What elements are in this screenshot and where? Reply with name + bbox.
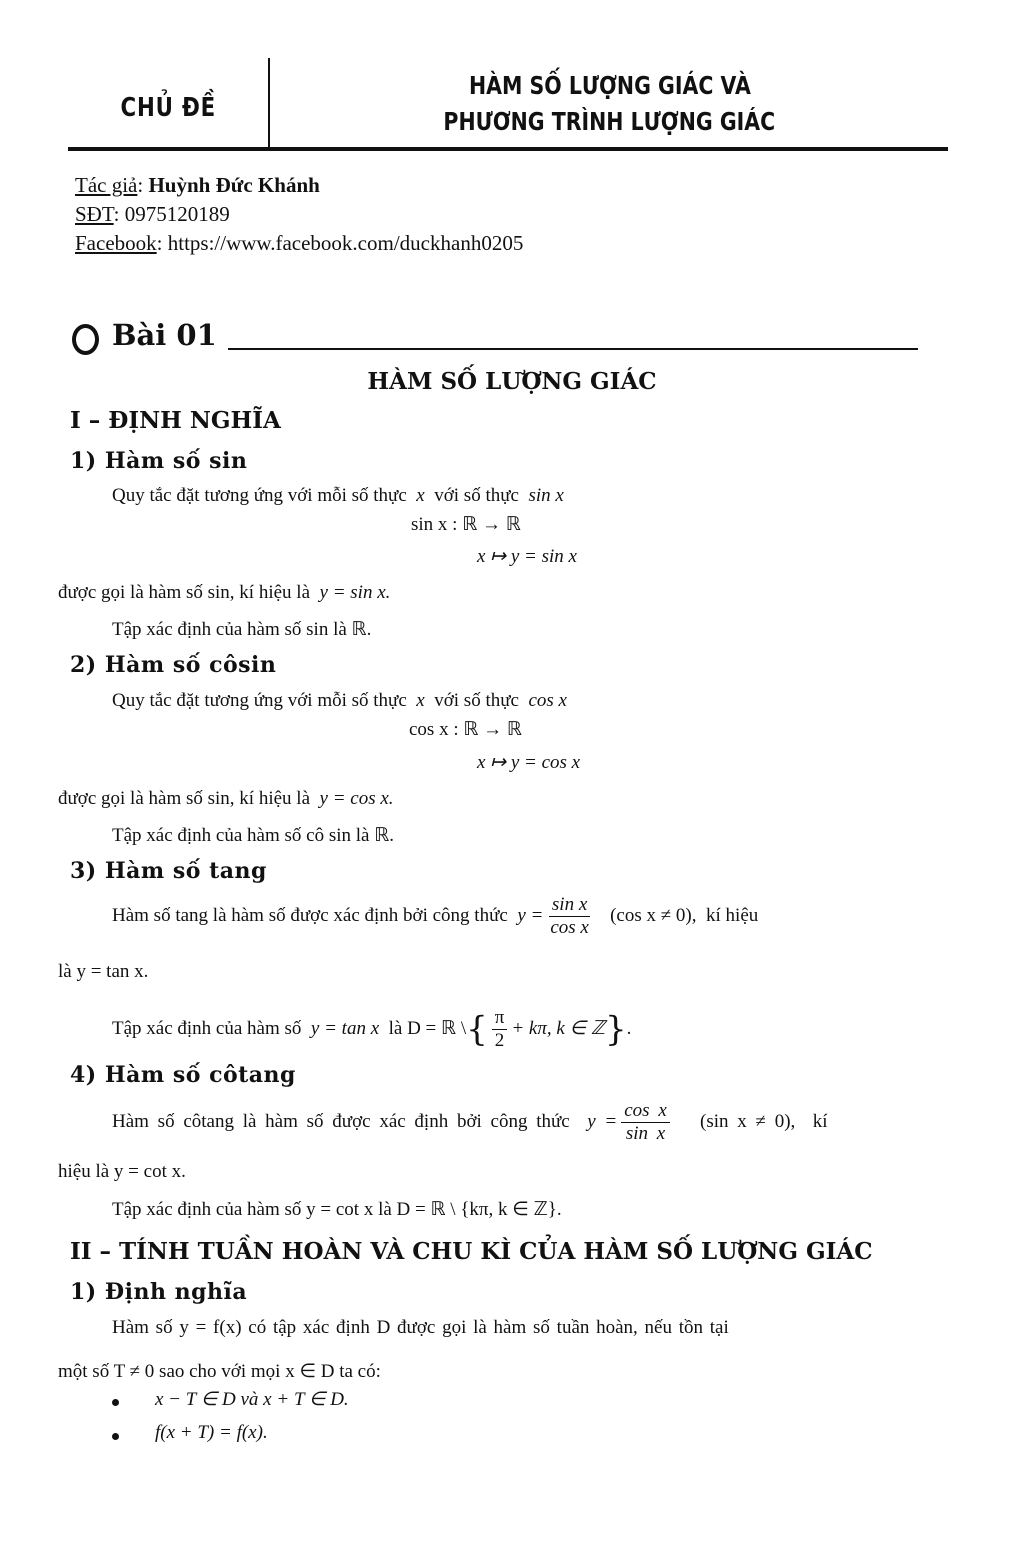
header-rule: [68, 147, 948, 151]
phone-line: SĐT: 0975120189: [75, 202, 230, 226]
periodic-definition-line2: một số T ≠ 0 sao cho với mọi x ∈ D ta có:: [58, 1361, 381, 1382]
periodic-condition-2: f(x + T) = f(x).: [155, 1422, 268, 1443]
tan-fraction: $\frac{\text{sin x}}{\text{cos x}}$: [550, 894, 589, 938]
phone-number: 0975120189: [124, 202, 230, 226]
section-2-heading: II – TÍNH TUẦN HOÀN VÀ CHU KÌ CỦA HÀM SỐ LƯỢNG GIÁC: [70, 1238, 873, 1265]
author-name: Huỳnh Đức Khánh: [148, 173, 320, 197]
sin-called: được gọi là hàm số sin, kí hiệu là y = sin x.: [58, 582, 391, 603]
bullet-icon: [112, 1433, 119, 1440]
lesson-heading: [72, 318, 922, 358]
cos-mapping-2: x ↦ y = cos x: [477, 752, 581, 773]
lesson-label: Bài 01: [112, 318, 217, 352]
author-label: Tác giả: [75, 173, 138, 197]
topic-title-line2: PHƯƠNG TRÌNH LƯỢNG GIÁC: [443, 107, 776, 136]
author-line: Tác giả: Huỳnh Đức Khánh: [75, 173, 320, 197]
circle-icon: [72, 324, 99, 355]
bullet-icon: [112, 1399, 119, 1406]
periodic-definition-heading: 1) Định nghĩa: [70, 1279, 248, 1305]
topic-header: [68, 58, 948, 150]
author-block: [75, 171, 523, 258]
cos-domain: Tập xác định của hàm số cô sin là ℝ.: [112, 825, 395, 846]
topic-label-box: [68, 58, 268, 150]
facebook-url[interactable]: https://www.facebook.com/duckhanh0205: [167, 231, 524, 255]
cos-called: được gọi là hàm số sin, kí hiệu là y = cos x.: [58, 788, 394, 809]
cot-heading: 4) Hàm số côtang: [70, 1062, 296, 1088]
cot-definition: Hàm số côtang là hàm số được xác định bởi công thức y = $\frac{\text{cos x}}{\text{sin x}}$ (sin x ≠ 0), kí: [112, 1100, 828, 1144]
topic-title-line1: HÀM SỐ LƯỢNG GIÁC VÀ: [468, 71, 751, 100]
tan-definition: Hàm số tang là hàm số được xác định bởi công thức y = $\frac{\text{sin x}}{\text{cos x}}$ (cos x ≠ 0), kí hiệu: [112, 894, 759, 938]
tan-notation: là y = tan x.: [58, 961, 149, 982]
periodic-condition-1: x − T ∈ D và x + T ∈ D.: [155, 1389, 349, 1410]
header-divider: [268, 58, 270, 150]
cos-mapping-1: cos x : ℝ → ℝ: [409, 719, 522, 740]
lesson-rule: [228, 348, 918, 350]
sin-domain: Tập xác định của hàm số sin là ℝ.: [112, 619, 372, 640]
lesson-title: HÀM SỐ LƯỢNG GIÁC: [367, 368, 657, 395]
sin-heading: 1) Hàm số sin: [70, 448, 248, 474]
cot-fraction: $\frac{\text{cos x}}{\text{sin x}}$: [621, 1100, 670, 1145]
phone-label: SĐT: [75, 202, 114, 226]
cos-heading: 2) Hàm số côsin: [70, 652, 277, 678]
facebook-line: Facebook: https://www.facebook.com/duckhanh0205: [75, 231, 524, 255]
tan-heading: 3) Hàm số tang: [70, 858, 267, 884]
cot-notation: hiệu là y = cot x.: [58, 1161, 186, 1182]
sin-mapping-2: x ↦ y = sin x: [477, 546, 577, 567]
topic-title-box: [271, 58, 948, 150]
sin-mapping-1: sin x : ℝ → ℝ: [411, 514, 521, 535]
periodic-definition-line1: Hàm số y = f(x) có tập xác định D được gọi là hàm số tuần hoàn, nếu tồn tại: [112, 1317, 729, 1338]
cot-domain: Tập xác định của hàm số y = cot x là D = ℝ \ {kπ, k ∈ ℤ}.: [112, 1199, 562, 1220]
tan-domain: Tập xác định của hàm số y = tan x là D = ℝ \{ $\frac{\pi}{2}$ + kπ, k ∈ ℤ}.: [112, 1007, 632, 1051]
sin-rule: Quy tắc đặt tương ứng với mỗi số thực x với số thực sin x: [112, 485, 564, 506]
cos-rule: Quy tắc đặt tương ứng với mỗi số thực x với số thực cos x: [112, 690, 567, 711]
facebook-label: Facebook: [75, 231, 157, 255]
topic-label: CHỦ ĐỀ: [120, 93, 216, 123]
section-1-heading: I – ĐỊNH NGHĨA: [70, 407, 281, 434]
